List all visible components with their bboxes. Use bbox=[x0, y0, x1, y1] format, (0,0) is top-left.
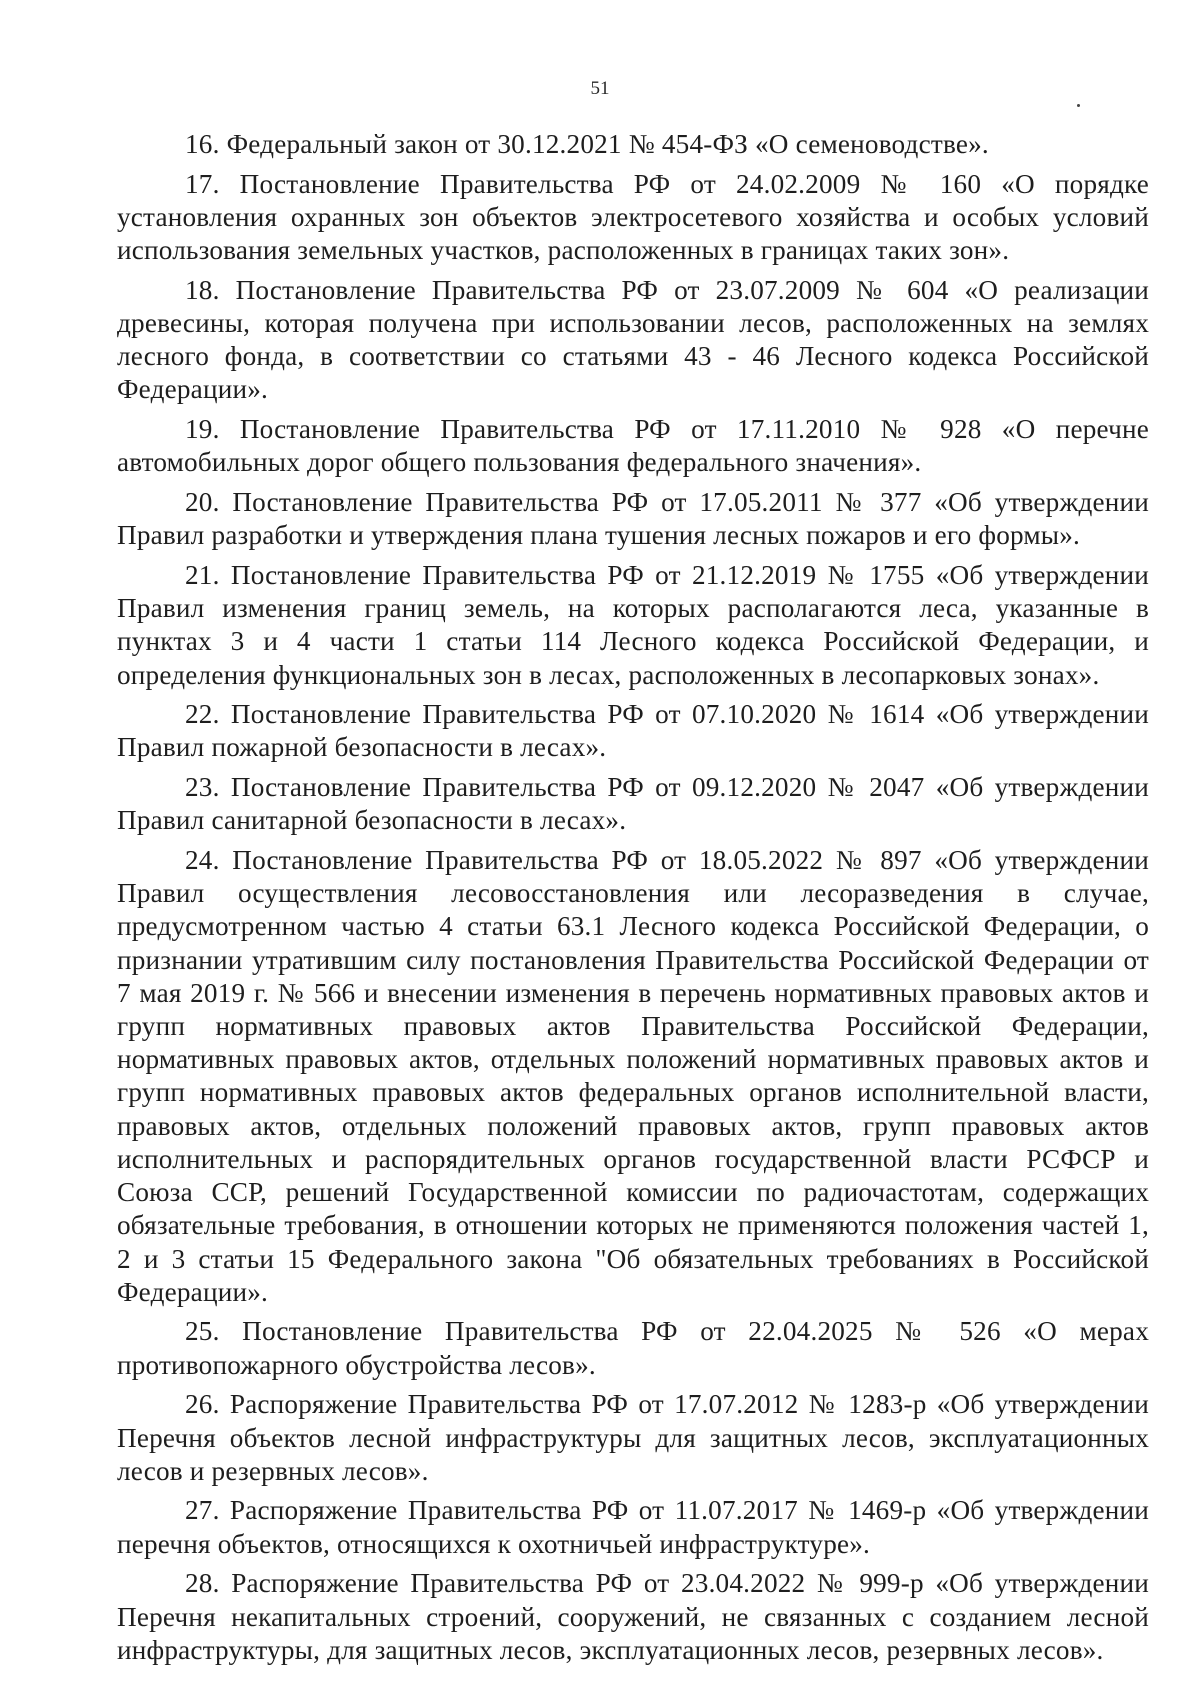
list-item: 23. Постановление Правительства РФ от 09.12.2020 № 2047 «Об утверждении Правил санитарной безопасности в лесах». bbox=[117, 772, 1149, 836]
list-item: 20. Постановление Правительства РФ от 17.05.2011 № 377 «Об утверждении Правил разработки и утверждения плана тушения лесных пожаров и его формы». bbox=[117, 487, 1149, 551]
scan-speck bbox=[1077, 104, 1080, 107]
list-item: 19. Постановление Правительства РФ от 17.11.2010 № 928 «О перечне автомобильных дорог общего пользования федерального значения». bbox=[117, 414, 1149, 478]
list-item: 16. Федеральный закон от 30.12.2021 № 454-ФЗ «О семеноводстве». bbox=[185, 129, 989, 159]
list-item: 24. Постановление Правительства РФ от 18.05.2022 № 897 «Об утверждении Правил осуществления лесовосстановления или лесоразведения в случае, предусмотренном частью 4 статьи 63.1 Лесного кодекса Российской Федерации, о признании утратившим силу постановления Правительства Российской Федерации от 7 мая 2019 г. № 566 и внесении изменения в перечень нормативных правовых актов и групп нормативных правовых актов Правительства Российской Федерации, нормативных правовых актов, отдельных положений нормативных правовых актов и групп нормативных правовых актов федеральных органов исполнительной власти, правовых актов, отдельных положений правовых актов, групп правовых актов исполнительных и распорядительных органов государственной власти РСФСР и Союза ССР, решений Государственной комиссии по радиочастотам, содержащих обязательные требования, в отношении которых не применяются положения частей 1, 2 и 3 статьи 15 Федерального закона "Об обязательных требованиях в Российской Федерации». bbox=[117, 845, 1149, 1307]
list-item: 25. Постановление Правительства РФ от 22.04.2025 № 526 «О мерах противопожарного обустройства лесов». bbox=[117, 1316, 1149, 1380]
list-item: 21. Постановление Правительства РФ от 21.12.2019 № 1755 «Об утверждении Правил изменения границ земель, на которых располагаются леса, указанные в пунктах 3 и 4 части 1 статьи 114 Лесного кодекса Российской Федерации, и определения функциональных зон в лесах, расположенных в лесопарковых зонах». bbox=[117, 559, 1149, 690]
list-item: 27. Распоряжение Правительства РФ от 11.07.2017 № 1469-р «Об утверждении перечня объектов, относящихся к охотничьей инфраструктуре». bbox=[117, 1495, 1149, 1559]
legal-acts-list bbox=[117, 128, 1149, 1673]
list-item: 22. Постановление Правительства РФ от 07.10.2020 № 1614 «Об утверждении Правил пожарной безопасности в лесах». bbox=[117, 699, 1149, 763]
list-item: 18. Постановление Правительства РФ от 23.07.2009 № 604 «О реализации древесины, которая получена при использовании лесов, расположенных на землях лесного фонда, в соответствии со статьями 43 - 46 Лесного кодекса Российской Федерации». bbox=[117, 274, 1149, 405]
list-item: 28. Распоряжение Правительства РФ от 23.04.2022 № 999-р «Об утверждении Перечня некапитальных строений, сооружений, не связанных с созданием лесной инфраструктуры, для защитных лесов, эксплуатационных лесов, резервных лесов». bbox=[117, 1568, 1149, 1665]
list-item: 17. Постановление Правительства РФ от 24.02.2009 № 160 «О порядке установления охранных зон объектов электросетевого хозяйства и особых условий использования земельных участков, расположенных в границах таких зон». bbox=[117, 168, 1149, 266]
page-number: 51 bbox=[590, 78, 610, 99]
list-item: 26. Распоряжение Правительства РФ от 17.07.2012 № 1283-р «Об утверждении Перечня объектов лесной инфраструктуры для защитных лесов, эксплуатационных лесов и резервных лесов». bbox=[117, 1389, 1149, 1486]
